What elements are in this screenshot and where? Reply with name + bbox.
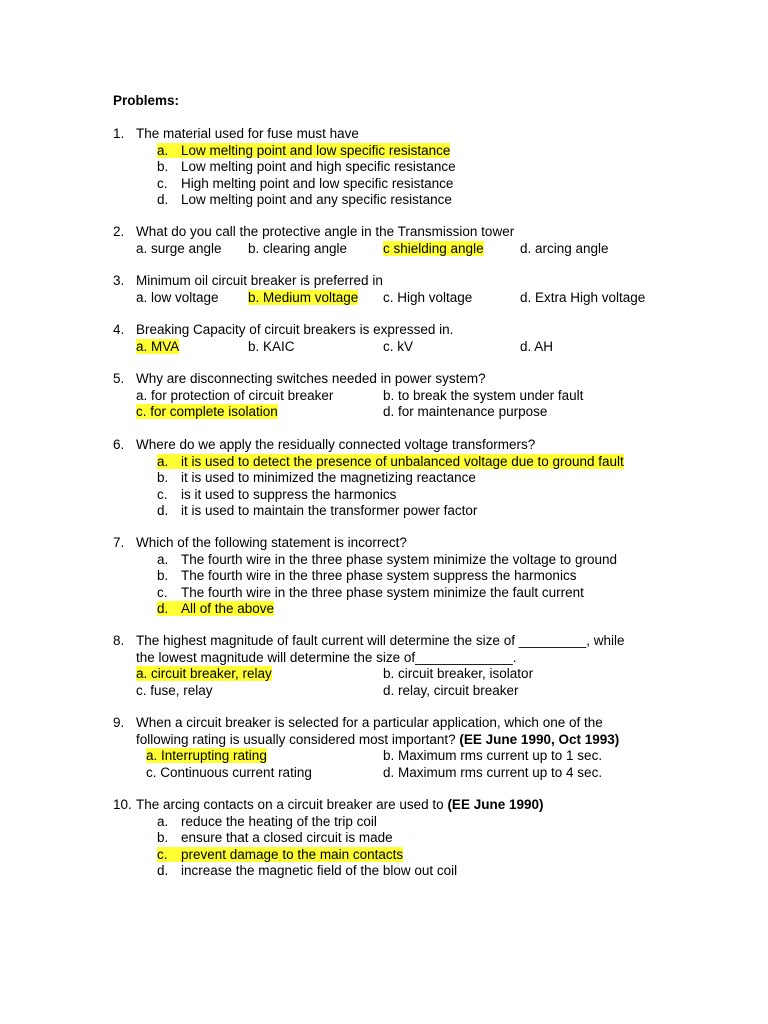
question-text: When a circuit breaker is selected for a particular application, which one of the bbox=[136, 715, 603, 730]
answer-option-a: a. surge angle bbox=[136, 240, 222, 256]
question-3 bbox=[113, 273, 673, 306]
answer-row bbox=[113, 748, 673, 765]
answer-option-b: b. it is used to minimized the magnetizing reactance bbox=[157, 470, 476, 485]
answer-option-b: b. Maximum rms current up to 1 sec. bbox=[383, 748, 603, 763]
answer-row bbox=[113, 683, 673, 700]
question-number: 5. bbox=[113, 371, 125, 386]
question-4 bbox=[113, 322, 673, 355]
question-stem bbox=[113, 371, 673, 388]
answer-row bbox=[113, 241, 673, 258]
answer-option-d: d. relay, circuit breaker bbox=[383, 682, 519, 698]
question-number: 4. bbox=[113, 322, 125, 337]
question-6 bbox=[113, 437, 673, 520]
answer-option-d: d. it is used to maintain the transformer power factor bbox=[157, 503, 478, 518]
question-2 bbox=[113, 224, 673, 257]
answer-option-c: c. Continuous current rating bbox=[146, 764, 312, 780]
question-text: following rating is usually considered most important? bbox=[136, 731, 456, 747]
answer-option-a: a. reduce the heating of the trip coil bbox=[157, 813, 377, 829]
answer-row bbox=[113, 290, 673, 307]
question-number: 9. bbox=[113, 715, 125, 730]
question-text: Which of the following statement is incorrect? bbox=[136, 535, 407, 550]
answer-option-c-correct: c. prevent damage to the main contacts bbox=[157, 846, 404, 862]
answer-row bbox=[113, 404, 673, 421]
answer-option-d-correct: d. All of the above bbox=[157, 601, 275, 616]
exam-reference: (EE June 1990, Oct 1993) bbox=[459, 731, 620, 747]
answer-option-a-correct: a. it is used to detect the presence of unbalanced voltage due to ground fault bbox=[157, 453, 624, 469]
answer-option-a: a. for protection of circuit breaker bbox=[136, 387, 334, 403]
question-text: Why are disconnecting switches needed in power system? bbox=[136, 371, 486, 386]
answer-option-d: d. for maintenance purpose bbox=[383, 404, 548, 419]
question-text: The arcing contacts on a circuit breaker are used to bbox=[136, 797, 444, 812]
question-1 bbox=[113, 126, 673, 209]
question-stem bbox=[113, 797, 673, 814]
question-number: 1. bbox=[113, 126, 125, 141]
question-10 bbox=[113, 797, 673, 880]
answer-option-a-correct: a. circuit breaker, relay bbox=[136, 666, 272, 681]
answer-option-c: c. High voltage bbox=[383, 289, 473, 305]
question-text: Where do we apply the residually connected voltage transformers? bbox=[136, 437, 536, 452]
answer-option-d: d. Maximum rms current up to 4 sec. bbox=[383, 764, 603, 780]
answer-option-a: a. The fourth wire in the three phase system minimize the voltage to ground bbox=[157, 551, 617, 567]
answer-option-a-correct: a. MVA bbox=[136, 338, 180, 354]
answer-option-b: b. ensure that a closed circuit is made bbox=[157, 830, 393, 845]
answer-option-b: b. to break the system under fault bbox=[383, 387, 584, 403]
answer-option-c-correct: c shielding angle bbox=[383, 240, 484, 256]
question-7 bbox=[113, 535, 673, 618]
question-stem bbox=[113, 437, 673, 454]
question-text: Minimum oil circuit breaker is preferred in bbox=[136, 273, 383, 288]
answer-option-a-correct: a. Low melting point and low specific resistance bbox=[157, 142, 451, 158]
answer-option-a-correct: a. Interrupting rating bbox=[146, 748, 267, 763]
question-number: 6. bbox=[113, 437, 125, 452]
exam-reference: (EE June 1990) bbox=[447, 797, 544, 812]
question-5 bbox=[113, 371, 673, 421]
answer-row bbox=[113, 339, 673, 356]
answer-option-d: d. AH bbox=[520, 338, 554, 354]
question-stem bbox=[113, 322, 673, 339]
answer-option-b: b. The fourth wire in the three phase system suppress the harmonics bbox=[157, 568, 577, 583]
answer-row bbox=[113, 765, 673, 782]
question-text: Breaking Capacity of circuit breakers is expressed in. bbox=[136, 322, 454, 337]
answer-option-c: c. fuse, relay bbox=[136, 682, 213, 698]
question-stem bbox=[113, 633, 673, 650]
question-text: The material used for fuse must have bbox=[136, 126, 359, 141]
question-8 bbox=[113, 633, 673, 699]
answer-option-b: b. circuit breaker, isolator bbox=[383, 666, 534, 681]
answer-option-b: b. Low melting point and high specific resistance bbox=[157, 159, 456, 174]
question-number: 2. bbox=[113, 224, 125, 239]
question-text: What do you call the protective angle in the Transmission tower bbox=[136, 224, 515, 239]
question-stem-continued bbox=[113, 732, 673, 749]
answer-option-c-correct: c. for complete isolation bbox=[136, 404, 278, 419]
question-stem-continued bbox=[113, 650, 673, 667]
question-stem bbox=[113, 535, 673, 552]
page-heading: Problems: bbox=[113, 93, 180, 108]
question-stem bbox=[113, 224, 673, 241]
question-stem bbox=[113, 126, 673, 143]
answer-option-d: d. Low melting point and any specific resistance bbox=[157, 192, 452, 207]
question-number: 3. bbox=[113, 273, 125, 288]
answer-option-b: b. KAIC bbox=[248, 338, 295, 354]
answer-row bbox=[113, 388, 673, 405]
question-text: The highest magnitude of fault current will determine the size of _________, while bbox=[136, 633, 625, 648]
answer-row bbox=[113, 666, 673, 683]
answer-option-a: a. low voltage bbox=[136, 289, 219, 305]
answer-option-c: c. High melting point and low specific resistance bbox=[157, 175, 454, 191]
question-number: 7. bbox=[113, 535, 125, 550]
answer-option-d: d. increase the magnetic field of the blow out coil bbox=[157, 863, 458, 878]
question-9 bbox=[113, 715, 673, 781]
answer-option-c: c. is it used to suppress the harmonics bbox=[157, 486, 397, 502]
answer-option-d: d. Extra High voltage bbox=[520, 289, 646, 305]
answer-option-c: c. kV bbox=[383, 338, 414, 354]
question-stem bbox=[113, 273, 673, 290]
question-text: the lowest magnitude will determine the size of_____________. bbox=[136, 649, 517, 665]
question-stem bbox=[113, 715, 673, 732]
answer-option-d: d. arcing angle bbox=[520, 240, 609, 256]
answer-option-b: b. clearing angle bbox=[248, 240, 348, 256]
question-number: 10. bbox=[113, 797, 132, 812]
question-number: 8. bbox=[113, 633, 125, 648]
answer-option-c: c. The fourth wire in the three phase system minimize the fault current bbox=[157, 584, 584, 600]
answer-option-b-correct: b. Medium voltage bbox=[248, 289, 359, 305]
